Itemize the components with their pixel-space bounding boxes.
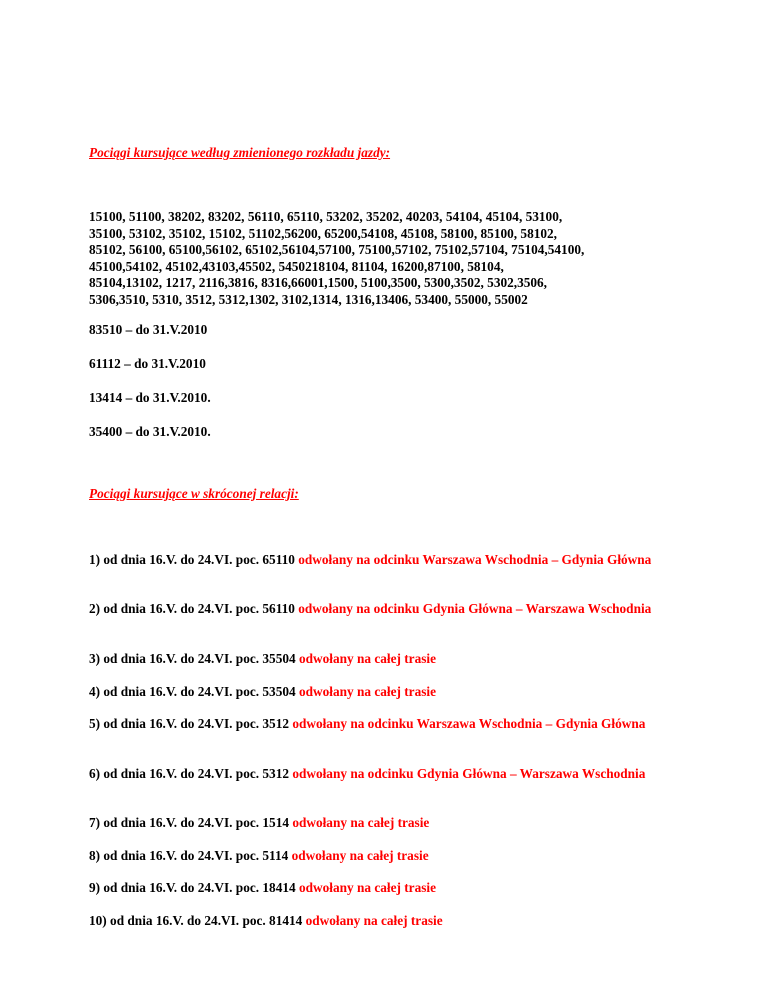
item-details: 4) od dnia 16.V. do 24.VI. poc. 53504 <box>89 684 299 699</box>
train-list-line: 35100, 53102, 35102, 15102, 51102,56200, 65200,54108, 45108, 58100, 85100, 58102, <box>89 225 557 241</box>
item-details: 3) od dnia 16.V. do 24.VI. poc. 35504 <box>89 651 299 666</box>
train-list-line: 5306,3510, 5310, 3512, 5312,1302, 3102,1314, 1316,13406, 53400, 55000, 55002 <box>89 291 528 307</box>
item-status: odwołany na odcinku Gdynia Główna – Warszawa Wschodnia <box>292 766 646 781</box>
list-item <box>89 815 689 832</box>
item-details: 2) od dnia 16.V. do 24.VI. poc. 56110 <box>89 601 299 616</box>
list-item <box>89 913 689 930</box>
item-status: odwołany na odcinku Warszawa Wschodnia – Gdynia Główna <box>292 716 646 731</box>
item-details: 9) od dnia 16.V. do 24.VI. poc. 18414 <box>89 880 299 895</box>
date-note: 61112 – do 31.V.2010 <box>89 356 206 371</box>
train-list-line: 85104,13102, 1217, 2116,3816, 8316,66001,1500, 5100,3500, 5300,3502, 5302,3506, <box>89 275 548 290</box>
date-note: 83510 – do 31.V.2010 <box>89 322 208 337</box>
list-item <box>89 716 689 733</box>
item-details: 7) od dnia 16.V. do 24.VI. poc. 1514 <box>89 815 293 830</box>
train-list-line: 15100, 51100, 38202, 83202, 56110, 65110, 53202, 35202, 40203, 54104, 45104, 53100, <box>89 209 563 224</box>
list-item <box>89 848 689 865</box>
list-item <box>89 552 689 569</box>
date-note: 35400 – do 31.V.2010. <box>89 424 211 439</box>
item-details: 6) od dnia 16.V. do 24.VI. poc. 5312 <box>89 766 293 781</box>
date-note: 13414 – do 31.V.2010. <box>89 390 211 405</box>
item-status: odwołany na odcinku Gdynia Główna – Warszawa Wschodnia <box>298 601 652 616</box>
item-status: odwołany na całej trasie <box>291 848 429 863</box>
item-status: odwołany na całej trasie <box>298 880 436 895</box>
section-heading-shortened-route: Pociągi kursujące w skróconej relacji: <box>89 486 299 501</box>
list-item <box>89 766 689 783</box>
item-status: odwołany na odcinku Warszawa Wschodnia – Gdynia Główna <box>298 552 652 567</box>
item-details: 8) od dnia 16.V. do 24.VI. poc. 5114 <box>89 848 292 863</box>
item-details: 1) od dnia 16.V. do 24.VI. poc. 65110 <box>89 552 299 567</box>
train-list-line: 85102, 56100, 65100,56102, 65102,56104,57100, 75100,57102, 75102,57104, 75104,54100, <box>89 242 585 257</box>
item-status: odwołany na całej trasie <box>298 651 436 666</box>
list-item <box>89 651 689 668</box>
train-list-line: 45100,54102, 45102,43103,45502, 5450218104, 81104, 16200,87100, 58104, <box>89 258 504 274</box>
list-item <box>89 601 689 618</box>
item-status: odwołany na całej trasie <box>292 815 430 830</box>
item-status: odwołany na całej trasie <box>298 684 436 699</box>
list-item <box>89 684 689 701</box>
item-details: 10) od dnia 16.V. do 24.VI. poc. 81414 <box>89 913 306 928</box>
item-status: odwołany na całej trasie <box>305 913 443 928</box>
section-heading-changed-timetable: Pociągi kursujące według zmienionego rozkładu jazdy: <box>89 145 391 160</box>
train-number-list <box>89 209 689 308</box>
list-item <box>89 880 689 897</box>
item-details: 5) od dnia 16.V. do 24.VI. poc. 3512 <box>89 716 293 731</box>
